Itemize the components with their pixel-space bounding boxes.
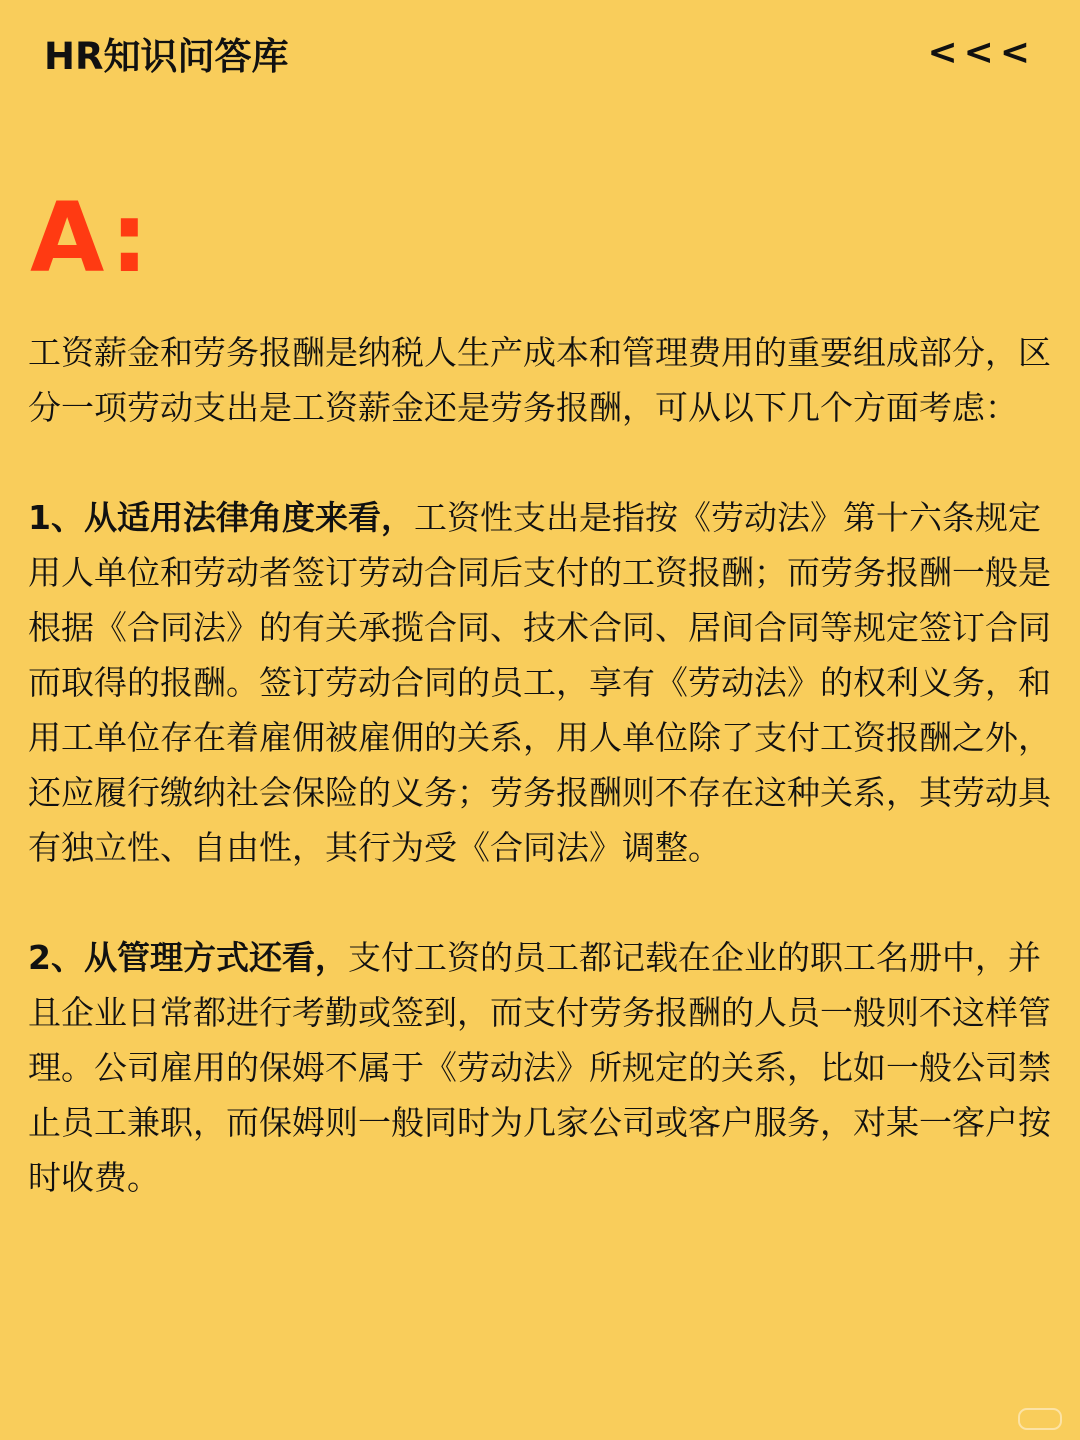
answer-intro: 工资薪金和劳务报酬是纳税人生产成本和管理费用的重要组成部分，区分一项劳动支出是工资薪金还是劳务报酬，可从以下几个方面考虑： — [28, 333, 1051, 427]
point-2-body: 支付工资的员工都记载在企业的职工名册中，并且企业日常都进行考勤或签到，而支付劳务报酬的人员一般则不这样管理。公司雇用的保姆不属于《劳动法》所规定的关系，比如一般公司禁止员工兼职，而保姆则一般同时为几家公司或客户服务，对某一客户按时收费。 — [28, 938, 1051, 1197]
watermark-icon — [1018, 1408, 1062, 1430]
point-2-heading: 2、从管理方式还看， — [28, 938, 348, 977]
point-1 — [28, 490, 1058, 875]
answer-label: A: — [30, 182, 153, 294]
point-1-heading: 1、从适用法律角度来看， — [28, 498, 414, 537]
back-arrows-icon[interactable]: <<< — [927, 32, 1036, 73]
point-1-body: 工资性支出是指按《劳动法》第十六条规定用人单位和劳动者签订劳动合同后支付的工资报酬；而劳务报酬一般是根据《合同法》的有关承揽合同、技术合同、居间合同等规定签订合同而取得的报酬。签订劳动合同的员工，享有《劳动法》的权利义务，和用工单位存在着雇佣被雇佣的关系，用人单位除了支付工资报酬之外，还应履行缴纳社会保险的义务；劳务报酬则不存在这种关系，其劳动具有独立性、自由性，其行为受《合同法》调整。 — [28, 498, 1051, 867]
answer-content — [28, 325, 1058, 1260]
page-title: HR知识问答库 — [44, 35, 289, 78]
point-2 — [28, 930, 1058, 1205]
